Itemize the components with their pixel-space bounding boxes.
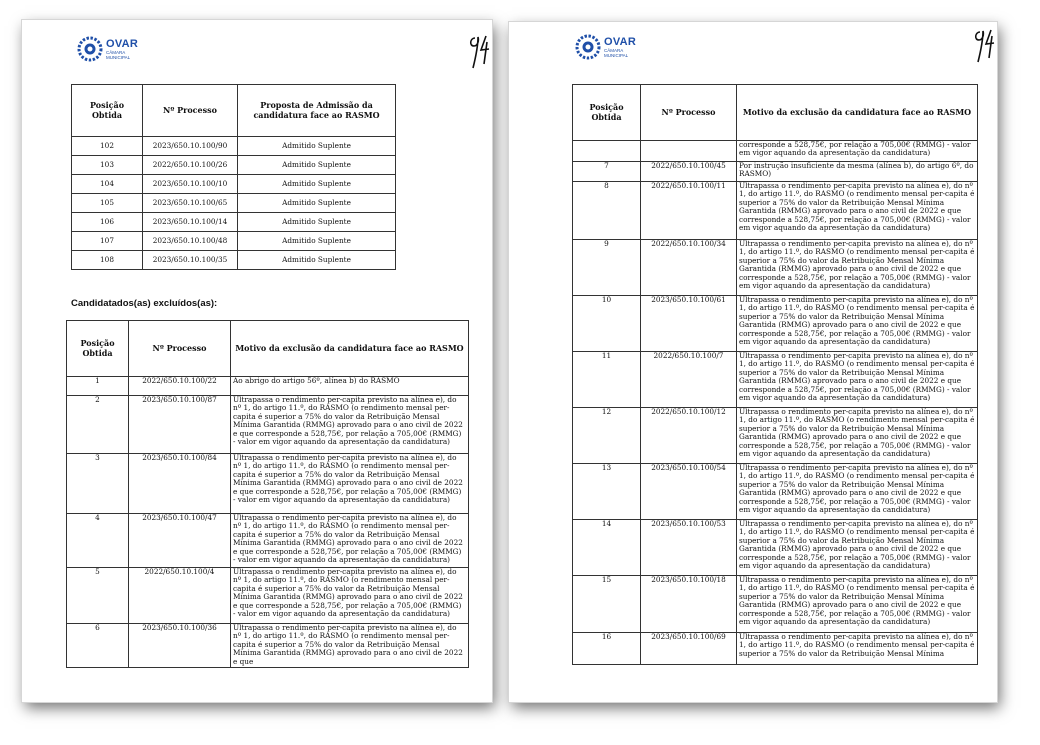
position-cell: 12 [573, 408, 641, 464]
position-cell: 15 [573, 576, 641, 633]
logo-name: OVAR [604, 35, 637, 48]
reason-cell: Ultrapassa o rendimento per-capita previsto na alínea e), do nº 1, do artigo 11.º, do RASMO (o rendimento mensal per-capita é superior a 75% do valor da Retribuição Mensal Mínima Garantida (RMMG) aprovado para o ano civil de 2022 e que [231, 624, 469, 668]
process-number-cell: 2023/650.10.100/53 [641, 520, 737, 576]
position-cell: 3 [67, 454, 129, 514]
column-header: Posição Obtida [72, 85, 143, 137]
table-row [573, 520, 978, 576]
position-cell: 105 [72, 194, 143, 213]
reason-cell: Admitido Suplente [238, 194, 396, 213]
ovar-emblem-icon [77, 36, 103, 62]
process-number-cell: 2023/650.10.100/61 [641, 296, 737, 352]
logo-subtitle-2: MUNICIPAL [604, 52, 629, 58]
column-header: Nº Processo [129, 321, 231, 377]
table-row [67, 624, 469, 668]
position-cell: 5 [67, 568, 129, 624]
column-header: Proposta de Admissão da candidatura face ao RASMO [238, 85, 396, 137]
position-cell: 8 [573, 182, 641, 240]
table-row [72, 232, 396, 251]
logo-subtitle-2: MUNICIPAL [106, 54, 131, 60]
process-number-cell: 2023/650.10.100/14 [143, 213, 238, 232]
position-cell: 14 [573, 520, 641, 576]
position-cell: 7 [573, 162, 641, 182]
ovar-emblem-icon [575, 34, 601, 60]
reason-cell: Admitido Suplente [238, 251, 396, 270]
table-row [67, 454, 469, 514]
table-row [72, 175, 396, 194]
position-cell: 11 [573, 352, 641, 408]
position-cell: 103 [72, 156, 143, 175]
process-number-cell: 2023/650.10.100/47 [129, 514, 231, 568]
reason-cell: Admitido Suplente [238, 137, 396, 156]
logo-subtitle-1: CÂMARA [106, 49, 126, 55]
handwritten-initials [466, 32, 492, 76]
excluded-table-right [572, 84, 978, 665]
reason-cell: Ao abrigo do artigo 56º, alínea b) do RASMO [231, 377, 469, 396]
process-number-cell: 2023/650.10.100/90 [143, 137, 238, 156]
reason-cell: Ultrapassa o rendimento per-capita previsto na alínea e), do nº 1, do artigo 11.º, do RASMO (o rendimento mensal per-capita é superior a 75% do valor da Retribuição Mensal Mínima Garantida (RMMG) aprovado para o ano civil de 2022 e que corresponde a 528,75€, por relação a 705,00€ (RMMG) - valor em vigor aquando da apresentação da candidatura) [737, 464, 978, 520]
logo-subtitle-1: CÂMARA [604, 47, 624, 53]
table-row [67, 514, 469, 568]
reason-cell: Ultrapassa o rendimento per-capita previsto na alínea e), do nº 1, do artigo 11.º, do RASMO (o rendimento mensal per-capita é superior a 75% do valor da Retribuição Mensal Mínima Garantida (RMMG) aprovado para o ano civil de 2022 e que corresponde a 528,75€, por relação a 705,00€ (RMMG) - valor em vigor aquando da apresentação da candidatura) [231, 454, 469, 514]
reason-cell: Ultrapassa o rendimento per-capita previsto na alínea e), do nº 1, do artigo 11.º, do RASMO (o rendimento mensal per-capita é superior a 75% do valor da Retribuição Mensal Mínima [737, 633, 978, 665]
process-number-cell: 2022/650.10.100/26 [143, 156, 238, 175]
process-number-cell: 2022/650.10.100/22 [129, 377, 231, 396]
excluded-section-title: Candidatados(as) excluídos(as): [71, 298, 218, 309]
reason-cell: Admitido Suplente [238, 213, 396, 232]
process-number-cell: 2022/650.10.100/7 [641, 352, 737, 408]
position-cell: 9 [573, 240, 641, 296]
process-number-cell: 2023/650.10.100/36 [129, 624, 231, 668]
reason-cell: Admitido Suplente [238, 156, 396, 175]
reason-cell: Ultrapassa o rendimento per-capita previsto na alínea e), do nº 1, do artigo 11.º, do RASMO (o rendimento mensal per-capita é superior a 75% do valor da Retribuição Mensal Mínima Garantida (RMMG) aprovado para o ano civil de 2022 e que corresponde a 528,75€, por relação a 705,00€ (RMMG) - valor em vigor aquando da apresentação da candidatura) [231, 396, 469, 454]
reason-cell: Ultrapassa o rendimento per-capita previsto na alínea e), do nº 1, do artigo 11.º, do RASMO (o rendimento mensal per-capita é superior a 75% do valor da Retribuição Mensal Mínima Garantida (RMMG) aprovado para o ano civil de 2022 e que corresponde a 528,75€, por relação a 705,00€ (RMMG) - valor em vigor aquando da apresentação da candidatura) [231, 514, 469, 568]
position-cell: 104 [72, 175, 143, 194]
column-header: Motivo da exclusão da candidatura face ao RASMO [231, 321, 469, 377]
reason-cell: Ultrapassa o rendimento per-capita previsto na alínea e), do nº 1, do artigo 11.º, do RASMO (o rendimento mensal per-capita é superior a 75% do valor da Retribuição Mensal Mínima Garantida (RMMG) aprovado para o ano civil de 2022 e que corresponde a 528,75€, por relação a 705,00€ (RMMG) - valor em vigor aquando da apresentação da candidatura) [737, 240, 978, 296]
column-header: Nº Processo [641, 85, 737, 141]
table-row [573, 141, 978, 162]
table-row [67, 568, 469, 624]
table-row [573, 576, 978, 633]
table-row [67, 396, 469, 454]
process-number-cell: 2022/650.10.100/45 [641, 162, 737, 182]
position-cell: 1 [67, 377, 129, 396]
table-row [72, 194, 396, 213]
table-row [72, 213, 396, 232]
logo-name: OVAR [106, 37, 139, 50]
position-cell: 6 [67, 624, 129, 668]
table-row [573, 464, 978, 520]
handwritten-initials [971, 26, 997, 70]
ovar-logo [77, 36, 138, 62]
admitted-table [71, 84, 396, 270]
position-cell: 4 [67, 514, 129, 568]
position-cell [573, 141, 641, 162]
process-number-cell: 2022/650.10.100/4 [129, 568, 231, 624]
position-cell: 13 [573, 464, 641, 520]
process-number-cell: 2022/650.10.100/11 [641, 182, 737, 240]
table-row [72, 156, 396, 175]
reason-cell: Admitido Suplente [238, 232, 396, 251]
table-row [72, 137, 396, 156]
table-row [573, 182, 978, 240]
process-number-cell: 2023/650.10.100/65 [143, 194, 238, 213]
column-header: Nº Processo [143, 85, 238, 137]
process-number-cell: 2023/650.10.100/10 [143, 175, 238, 194]
reason-cell: Ultrapassa o rendimento per-capita previsto na alínea e), do nº 1, do artigo 11.º, do RASMO (o rendimento mensal per-capita é superior a 75% do valor da Retribuição Mensal Mínima Garantida (RMMG) aprovado para o ano civil de 2022 e que corresponde a 528,75€, por relação a 705,00€ (RMMG) - valor em vigor aquando da apresentação da candidatura) [737, 576, 978, 633]
table-row [573, 633, 978, 665]
table-row [67, 377, 469, 396]
reason-cell: Ultrapassa o rendimento per-capita previsto na alínea e), do nº 1, do artigo 11.º, do RASMO (o rendimento mensal per-capita é superior a 75% do valor da Retribuição Mensal Mínima Garantida (RMMG) aprovado para o ano civil de 2022 e que corresponde a 528,75€, por relação a 705,00€ (RMMG) - valor em vigor aquando da apresentação da candidatura) [737, 296, 978, 352]
column-header: Posição Obtida [67, 321, 129, 377]
position-cell: 107 [72, 232, 143, 251]
process-number-cell: 2023/650.10.100/18 [641, 576, 737, 633]
reason-cell: Por instrução insuficiente da mesma (alínea b), do artigo 6º, do RASMO) [737, 162, 978, 182]
position-cell: 108 [72, 251, 143, 270]
column-header: Posição Obtida [573, 85, 641, 141]
process-number-cell: 2023/650.10.100/54 [641, 464, 737, 520]
process-number-cell: 2023/650.10.100/35 [143, 251, 238, 270]
reason-cell: Ultrapassa o rendimento per-capita previsto na alínea e), do nº 1, do artigo 11.º, do RASMO (o rendimento mensal per-capita é superior a 75% do valor da Retribuição Mensal Mínima Garantida (RMMG) aprovado para o ano civil de 2022 e que corresponde a 528,75€, por relação a 705,00€ (RMMG) - valor em vigor aquando da apresentação da candidatura) [737, 182, 978, 240]
reason-cell: Ultrapassa o rendimento per-capita previsto na alínea e), do nº 1, do artigo 11.º, do RASMO (o rendimento mensal per-capita é superior a 75% do valor da Retribuição Mensal Mínima Garantida (RMMG) aprovado para o ano civil de 2022 e que corresponde a 528,75€, por relação a 705,00€ (RMMG) - valor em vigor aquando da apresentação da candidatura) [737, 352, 978, 408]
reason-cell: Ultrapassa o rendimento per-capita previsto na alínea e), do nº 1, do artigo 11.º, do RASMO (o rendimento mensal per-capita é superior a 75% do valor da Retribuição Mensal Mínima Garantida (RMMG) aprovado para o ano civil de 2022 e que corresponde a 528,75€, por relação a 705,00€ (RMMG) - valor em vigor aquando da apresentação da candidatura) [737, 520, 978, 576]
table-row [72, 251, 396, 270]
reason-cell: Ultrapassa o rendimento per-capita previsto na alínea e), do nº 1, do artigo 11.º, do RASMO (o rendimento mensal per-capita é superior a 75% do valor da Retribuição Mensal Mínima Garantida (RMMG) aprovado para o ano civil de 2022 e que corresponde a 528,75€, por relação a 705,00€ (RMMG) - valor em vigor aquando da apresentação da candidatura) [737, 408, 978, 464]
table-row [573, 162, 978, 182]
reason-cell: Ultrapassa o rendimento per-capita previsto na alínea e), do nº 1, do artigo 11.º, do RASMO (o rendimento mensal per-capita é superior a 75% do valor da Retribuição Mensal Mínima Garantida (RMMG) aprovado para o ano civil de 2022 e que corresponde a 528,75€, por relação a 705,00€ (RMMG) - valor em vigor aquando da apresentação da candidatura) [231, 568, 469, 624]
process-number-cell: 2022/650.10.100/34 [641, 240, 737, 296]
column-header: Motivo da exclusão da candidatura face ao RASMO [737, 85, 978, 141]
process-number-cell: 2023/650.10.100/87 [129, 396, 231, 454]
excluded-table-left [66, 320, 469, 668]
document-page-right [509, 22, 997, 702]
process-number-cell [641, 141, 737, 162]
process-number-cell: 2023/650.10.100/48 [143, 232, 238, 251]
process-number-cell: 2022/650.10.100/12 [641, 408, 737, 464]
position-cell: 2 [67, 396, 129, 454]
ovar-logo [575, 34, 636, 60]
reason-cell: Admitido Suplente [238, 175, 396, 194]
table-row [573, 240, 978, 296]
document-page-left [22, 20, 492, 702]
reason-cell: corresponde a 528,75€, por relação a 705,00€ (RMMG) - valor em vigor aquando da apresentação da candidatura) [737, 141, 978, 162]
process-number-cell: 2023/650.10.100/84 [129, 454, 231, 514]
position-cell: 16 [573, 633, 641, 665]
position-cell: 106 [72, 213, 143, 232]
position-cell: 10 [573, 296, 641, 352]
table-row [573, 408, 978, 464]
table-row [573, 352, 978, 408]
table-row [573, 296, 978, 352]
position-cell: 102 [72, 137, 143, 156]
process-number-cell: 2023/650.10.100/69 [641, 633, 737, 665]
